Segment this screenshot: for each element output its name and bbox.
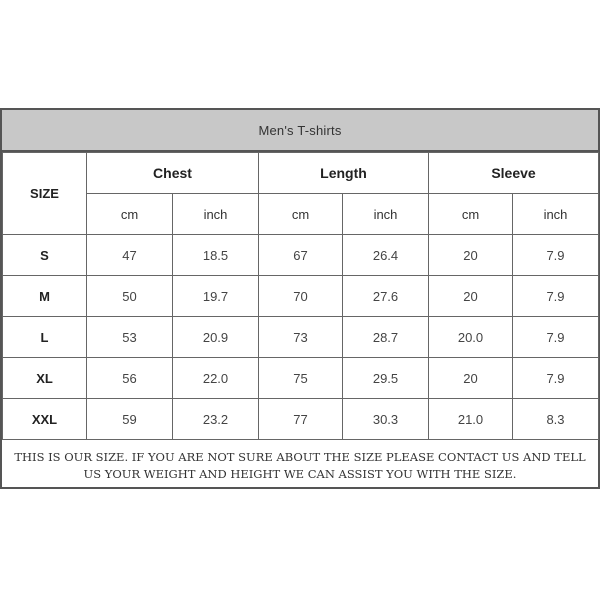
- table-row: [3, 317, 599, 358]
- table-cell: 30.3: [343, 399, 429, 440]
- table-row: [3, 358, 599, 399]
- size-column-header: SIZE: [3, 153, 87, 235]
- size-label: XL: [3, 358, 87, 399]
- sleeve-header: Sleeve: [429, 153, 599, 194]
- table-cell: 75: [259, 358, 343, 399]
- table-cell: 29.5: [343, 358, 429, 399]
- size-table: [2, 152, 599, 440]
- unit-header: inch: [513, 194, 599, 235]
- table-cell: 7.9: [513, 358, 599, 399]
- table-cell: 53: [87, 317, 173, 358]
- table-row: [3, 399, 599, 440]
- unit-header: cm: [429, 194, 513, 235]
- table-cell: 7.9: [513, 276, 599, 317]
- size-note-line-1: THIS IS OUR SIZE. IF YOU ARE NOT SURE ABOUT THE SIZE PLEASE CONTACT US AND TELL: [14, 450, 586, 464]
- table-cell: 47: [87, 235, 173, 276]
- chest-header: Chest: [87, 153, 259, 194]
- table-cell: 56: [87, 358, 173, 399]
- size-label: XXL: [3, 399, 87, 440]
- table-cell: 50: [87, 276, 173, 317]
- table-row: [3, 235, 599, 276]
- size-label: S: [3, 235, 87, 276]
- table-cell: 26.4: [343, 235, 429, 276]
- table-cell: 20: [429, 276, 513, 317]
- size-label: M: [3, 276, 87, 317]
- table-cell: 18.5: [173, 235, 259, 276]
- table-cell: 7.9: [513, 317, 599, 358]
- size-chart: [0, 108, 600, 489]
- table-cell: 23.2: [173, 399, 259, 440]
- unit-header: inch: [343, 194, 429, 235]
- table-cell: 67: [259, 235, 343, 276]
- table-cell: 8.3: [513, 399, 599, 440]
- table-cell: 27.6: [343, 276, 429, 317]
- table-cell: 73: [259, 317, 343, 358]
- table-cell: 21.0: [429, 399, 513, 440]
- table-cell: 20: [429, 235, 513, 276]
- table-title-bar: [2, 110, 598, 152]
- unit-header: cm: [87, 194, 173, 235]
- unit-header: inch: [173, 194, 259, 235]
- table-cell: 28.7: [343, 317, 429, 358]
- table-cell: 77: [259, 399, 343, 440]
- table-cell: 70: [259, 276, 343, 317]
- table-cell: 7.9: [513, 235, 599, 276]
- table-cell: 59: [87, 399, 173, 440]
- table-cell: 19.7: [173, 276, 259, 317]
- table-cell: 22.0: [173, 358, 259, 399]
- size-note: [2, 445, 598, 487]
- table-row: [3, 276, 599, 317]
- table-cell: 20: [429, 358, 513, 399]
- size-note-line-2: US YOUR WEIGHT AND HEIGHT WE CAN ASSIST YOU WITH THE SIZE.: [83, 467, 517, 481]
- size-label: L: [3, 317, 87, 358]
- table-cell: 20.0: [429, 317, 513, 358]
- table-cell: 20.9: [173, 317, 259, 358]
- unit-header: cm: [259, 194, 343, 235]
- table-title: Men's T-shirts: [258, 122, 342, 138]
- length-header: Length: [259, 153, 429, 194]
